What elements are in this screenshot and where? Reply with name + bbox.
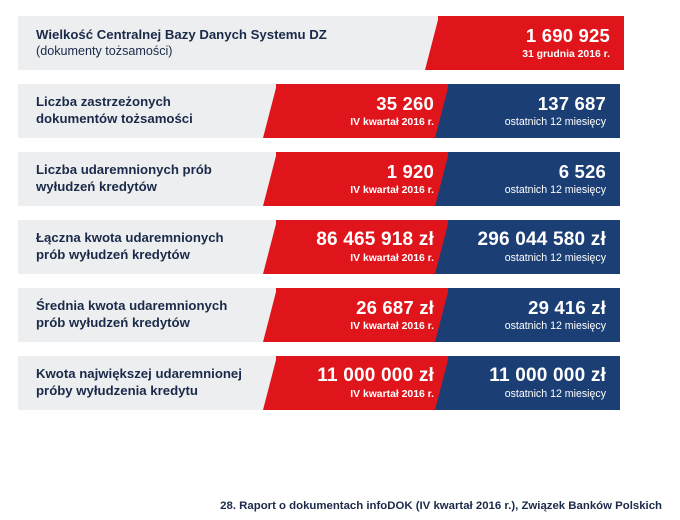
value-caption: IV kwartał 2016 r.: [350, 388, 434, 400]
row-label: [18, 84, 276, 138]
value-caption: ostatnich 12 miesięcy: [504, 116, 606, 129]
value-caption: IV kwartał 2016 r.: [350, 184, 434, 196]
table-row: [18, 152, 662, 206]
value-caption: IV kwartał 2016 r.: [350, 252, 434, 264]
value-number: 11 000 000 zł: [317, 365, 434, 387]
value-caption: 31 grudnia 2016 r.: [522, 48, 610, 60]
row-label-line2: prób wyłudzeń kredytów: [36, 315, 190, 330]
row-label: [18, 16, 438, 70]
value-number: 11 000 000 zł: [489, 364, 606, 386]
value-caption: ostatnich 12 miesięcy: [504, 184, 606, 197]
table-row: [18, 16, 662, 70]
value-number: 296 044 580 zł: [477, 228, 606, 250]
value-number: 29 416 zł: [528, 296, 606, 318]
source-caption: 28. Raport o dokumentach infoDOK (IV kwartał 2016 r.), Związek Banków Polskich: [220, 500, 662, 512]
value-12months: [448, 356, 620, 410]
row-label-line2: (dokumenty tożsamości): [36, 44, 173, 59]
value-number: 26 687 zł: [356, 297, 434, 319]
value-quarter: [438, 16, 624, 70]
value-12months: [448, 152, 620, 206]
row-label: [18, 288, 276, 342]
value-quarter: [276, 356, 448, 410]
table-row: [18, 220, 662, 274]
row-label-line2: próby wyłudzenia kredytu: [36, 383, 198, 398]
row-label-line1: Kwota największej udaremnionej: [36, 366, 242, 382]
row-label: [18, 356, 276, 410]
table-row: [18, 84, 662, 138]
value-caption: ostatnich 12 miesięcy: [504, 320, 606, 333]
value-number: 1 920: [386, 161, 434, 183]
row-label: [18, 152, 276, 206]
value-caption: ostatnich 12 miesięcy: [504, 252, 606, 265]
value-number: 6 526: [558, 160, 606, 182]
value-number: 137 687: [537, 92, 606, 114]
row-label-line1: Liczba zastrzeżonych: [36, 94, 171, 110]
value-12months: [448, 84, 620, 138]
value-caption: IV kwartał 2016 r.: [350, 116, 434, 128]
value-quarter: [276, 220, 448, 274]
row-label-line1: Liczba udaremnionych prób: [36, 162, 212, 178]
row-label-line1: Wielkość Centralnej Bazy Danych Systemu DZ: [36, 26, 327, 42]
row-label: [18, 220, 276, 274]
value-caption: IV kwartał 2016 r.: [350, 320, 434, 332]
value-number: 86 465 918 zł: [316, 229, 434, 251]
value-12months: [448, 288, 620, 342]
value-caption: ostatnich 12 miesięcy: [504, 388, 606, 401]
value-quarter: [276, 152, 448, 206]
table-row: [18, 288, 662, 342]
row-label-line2: dokumentów tożsamości: [36, 111, 193, 126]
table-row: [18, 356, 662, 410]
value-12months: [448, 220, 620, 274]
value-quarter: [276, 84, 448, 138]
row-label-line2: wyłudzeń kredytów: [36, 179, 157, 194]
row-label-line1: Łączna kwota udaremnionych: [36, 230, 224, 246]
value-number: 35 260: [376, 93, 434, 115]
value-quarter: [276, 288, 448, 342]
row-label-line2: prób wyłudzeń kredytów: [36, 247, 190, 262]
value-number: 1 690 925: [525, 25, 610, 47]
row-label-line1: Średnia kwota udaremnionych: [36, 298, 228, 314]
